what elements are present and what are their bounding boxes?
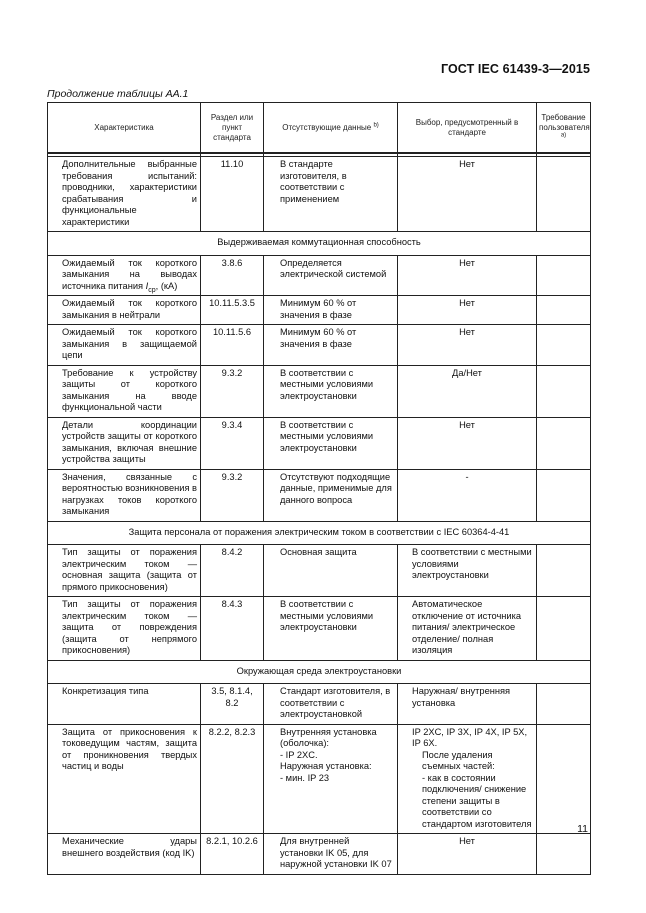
table-row [48,325,591,366]
cell-choice: IP 2XC, IP 3X, IP 4X, IP 5X, IP 6X. После удаления съемных частей: - как в состоянии подключения/ снижение степени защиты в соответствии со стандартом изготовителя [398,724,537,834]
table-row [48,469,591,521]
cell-choice: Нет [398,157,537,232]
cell-user-requirement[interactable] [537,157,591,232]
cell-choice: - [398,469,537,521]
table-row [48,157,591,232]
table-row [48,724,591,834]
requirements-table [47,102,591,875]
section-row [48,232,591,256]
cell-section-ref: 8.2.2, 8.2.3 [201,724,264,834]
section-title: Окружающая среда электроустановки [48,660,591,684]
cell-characteristic: Тип защиты от поражения электрическим током — основная защита (защита от прямого прикосновения) [48,545,201,597]
cell-section-ref: 8.2.1, 10.2.6 [201,834,264,875]
cell-characteristic: Механические удары внешнего воздействия (код IK) [48,834,201,875]
col-header-user-requirement: Требование пользователя $^{a)}$ [537,103,591,154]
section-row [48,521,591,545]
cell-missing-data: В соответствии с местными условиями электроустановки [264,417,398,469]
cell-section-ref: 11.10 [201,157,264,232]
cell-missing-data: Отсутствуют подходящие данные, применимые для данного вопроса [264,469,398,521]
cell-section-ref: 8.4.3 [201,597,264,661]
cell-missing-data: Основная защита [264,545,398,597]
table-row [48,255,591,296]
table-row [48,684,591,725]
cell-choice: Нет [398,296,537,325]
section-title: Выдерживаемая коммутационная способность [48,232,591,256]
cell-characteristic: Значения, связанные с вероятностью возникновения в нагрузках токов короткого замыкания [48,469,201,521]
col-header-missing-data: Отсутствующие данные $^{b)}$ [264,103,398,154]
col-header-choice: Выбор, предусмотренный в стандарте [398,103,537,154]
cell-user-requirement[interactable] [537,365,591,417]
cell-choice: Нет [398,325,537,366]
cell-characteristic: Детали координации устройств защиты от короткого замыкания, включая внешние устройства защиты [48,417,201,469]
footnote-mark: a) [560,131,567,138]
cell-user-requirement[interactable] [537,417,591,469]
cell-user-requirement[interactable] [537,545,591,597]
cell-characteristic: Защита от прикосновения к токоведущим частям, защита от проникновения твердых частиц и воды [48,724,201,834]
cell-user-requirement[interactable] [537,597,591,661]
section-row [48,660,591,684]
table-row [48,417,591,469]
col-header-characteristic: Характеристика [48,103,201,154]
cell-choice: Нет [398,834,537,875]
cell-choice: Нет [398,255,537,296]
cell-missing-data: Стандарт изготовителя, в соответствии с электроустановкой [264,684,398,725]
cell-choice: Автоматическое отключение от источника питания/ электрическое отделение/ полная изоляция [398,597,537,661]
cell-section-ref: 9.3.2 [201,365,264,417]
cell-user-requirement[interactable] [537,724,591,834]
cell-section-ref: 10.11.5.6 [201,325,264,366]
cell-characteristic: Дополнительные выбранные требования испытаний: проводники, характеристики срабатывания и функциональные характеристики [48,157,201,232]
cell-missing-data: Минимум 60 % от значения в фазе [264,296,398,325]
cell-section-ref: 9.3.2 [201,469,264,521]
cell-section-ref: 3.5, 8.1.4, 8.2 [201,684,264,725]
cell-characteristic: Тип защиты от поражения электрическим током — защита от повреждения (защита от непрямого прикосновения) [48,597,201,661]
cell-section-ref: 3.8.6 [201,255,264,296]
cell-characteristic: Ожидаемый ток короткого замыкания на выводах источника питания $I_{cp}$, (кА) [48,255,201,296]
cell-missing-data: Для внутренней установки IK 05, для наружной установки IK 07 [264,834,398,875]
cell-choice: Наружная/ внутренняя установка [398,684,537,725]
table-row [48,597,591,661]
cell-missing-data: Минимум 60 % от значения в фазе [264,325,398,366]
cell-choice: В соответствии с местными условиями электроустановки [398,545,537,597]
cell-section-ref: 9.3.4 [201,417,264,469]
table-body [48,157,591,875]
cell-user-requirement[interactable] [537,834,591,875]
cell-section-ref: 8.4.2 [201,545,264,597]
cell-missing-data: Внутренняя установка (оболочка): - IP 2XC. Наружная установка: - мин. IP 23 [264,724,398,834]
cell-characteristic: Ожидаемый ток короткого замыкания в нейтрали [48,296,201,325]
cell-user-requirement[interactable] [537,469,591,521]
table-row [48,834,591,875]
cell-user-requirement[interactable] [537,255,591,296]
table-row [48,545,591,597]
col-header-section: Раздел или пункт стандарта [201,103,264,154]
cell-characteristic: Ожидаемый ток короткого замыкания в защищаемой цепи [48,325,201,366]
document-header: ГОСТ IEC 61439-3—2015 [440,62,590,76]
table-row [48,365,591,417]
section-title: Защита персонала от поражения электрическим током в соответствии с IEC 60364-4-41 [48,521,591,545]
cell-section-ref: 10.11.5.3.5 [201,296,264,325]
cell-characteristic: Требование к устройству защиты от короткого замыкания на вводе функциональной части [48,365,201,417]
cell-choice: Нет [398,417,537,469]
cell-missing-data: В соответствии с местными условиями электроустановки [264,597,398,661]
cell-choice: Да/Нет [398,365,537,417]
table-row [48,296,591,325]
footnote-mark: b) [373,121,379,128]
cell-user-requirement[interactable] [537,684,591,725]
cell-missing-data: В соответствии с местными условиями электроустановки [264,365,398,417]
cell-missing-data: Определяется электрической системой [264,255,398,296]
cell-characteristic: Конкретизация типа [48,684,201,725]
cell-user-requirement[interactable] [537,296,591,325]
table-caption: Продолжение таблицы АА.1 [47,88,189,100]
cell-user-requirement[interactable] [537,325,591,366]
cell-missing-data: В стандарте изготовителя, в соответствии с применением [264,157,398,232]
page-number: 11 [577,823,588,835]
